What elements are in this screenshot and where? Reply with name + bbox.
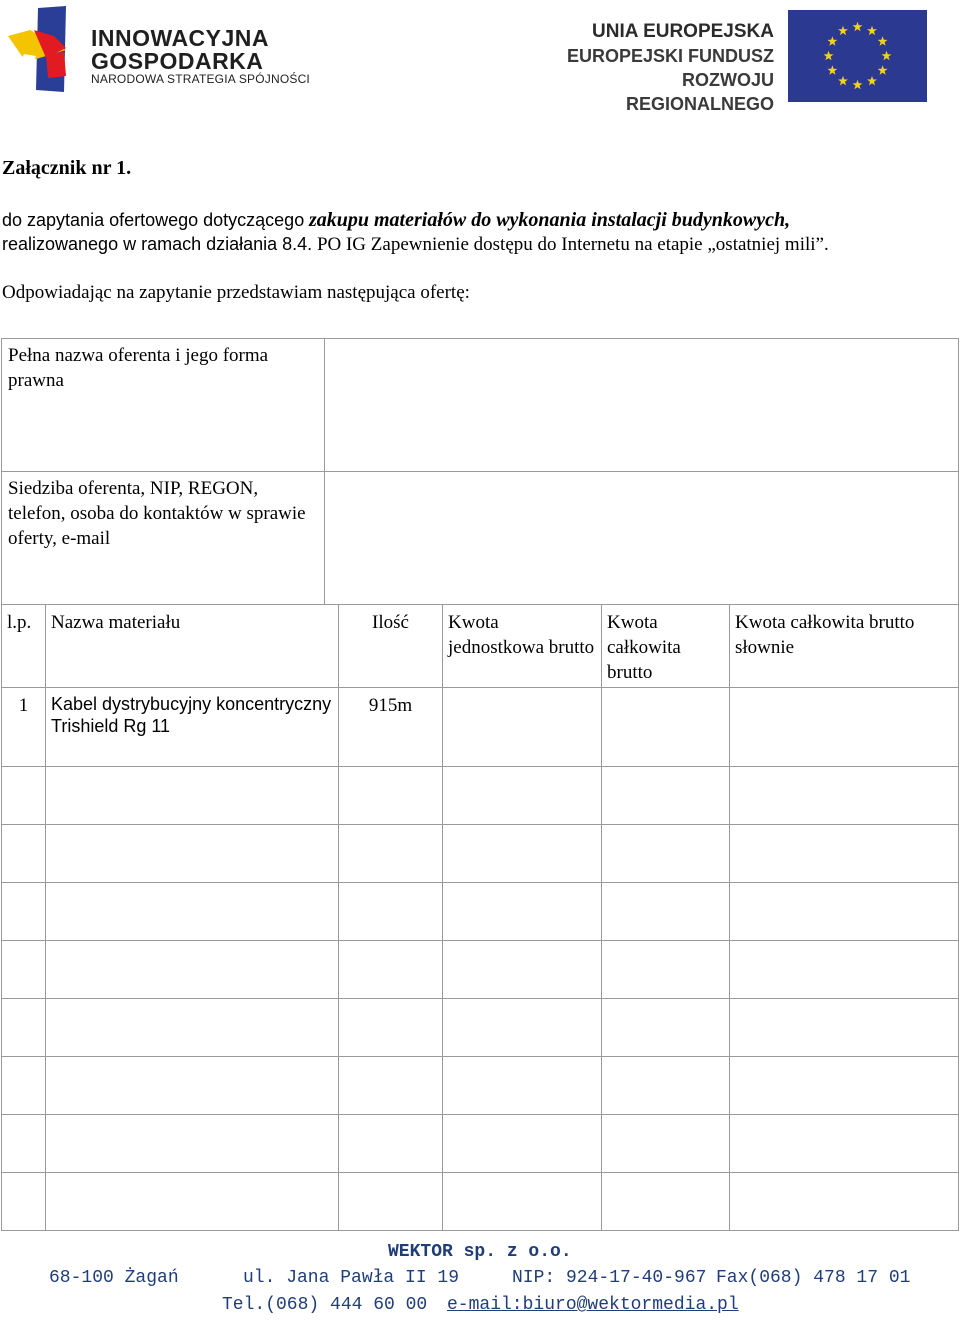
row-total[interactable] — [602, 688, 730, 767]
eu-line-2: EUROPEJSKI FUNDUSZ — [566, 46, 774, 66]
eu-fund-logo-text — [530, 20, 774, 116]
footer-email-link[interactable]: e-mail:biuro@wektormedia.pl — [447, 1295, 739, 1315]
footer-fax: Fax(068) 478 17 01 — [716, 1268, 911, 1288]
offer-intro: Odpowiadając na zapytanie przedstawiam następująca ofertę: — [2, 282, 470, 303]
empty-cell[interactable] — [46, 1173, 339, 1231]
empty-cell[interactable] — [602, 767, 730, 825]
empty-cell[interactable] — [46, 941, 339, 999]
empty-cell[interactable] — [443, 767, 602, 825]
table-row-empty — [2, 999, 959, 1057]
empty-cell[interactable] — [2, 999, 46, 1057]
empty-cell[interactable] — [730, 941, 959, 999]
bidder-address-row — [2, 472, 959, 605]
attachment-title: Załącznik nr 1. — [2, 157, 132, 179]
empty-cell[interactable] — [602, 825, 730, 883]
row-unit-price[interactable] — [443, 688, 602, 767]
empty-cell[interactable] — [443, 825, 602, 883]
table-row-empty — [2, 883, 959, 941]
logo-text-strategia: NARODOWA STRATEGIA SPÓJNOŚCI — [91, 72, 310, 86]
table-row-empty — [2, 825, 959, 883]
bidder-name-field[interactable] — [325, 339, 959, 472]
bidder-name-row — [2, 339, 959, 472]
footer-city: 68-100 Żagań — [49, 1268, 179, 1288]
empty-cell[interactable] — [730, 767, 959, 825]
bidder-name-label: Pełna nazwa oferenta i jego forma prawna — [2, 339, 325, 472]
empty-cell[interactable] — [602, 999, 730, 1057]
innowacyjna-gospodarka-logo — [6, 6, 316, 98]
innowacyjna-gospodarka-emblem-icon — [6, 6, 86, 94]
empty-cell[interactable] — [339, 941, 443, 999]
empty-cell[interactable] — [730, 825, 959, 883]
subject-text: zakupu materiałów do wykonania instalacji budynkowych, — [308, 209, 791, 231]
empty-cell[interactable] — [46, 825, 339, 883]
empty-cell[interactable] — [602, 941, 730, 999]
empty-cell[interactable] — [339, 1115, 443, 1173]
empty-cell[interactable] — [2, 1115, 46, 1173]
empty-cell[interactable] — [443, 883, 602, 941]
logo-text-innowacyjna: INNOWACYJNA — [91, 25, 270, 51]
subject-prefix: do zapytania ofertowego dotyczącego — [2, 210, 305, 230]
empty-cell[interactable] — [339, 825, 443, 883]
header-total: Kwota całkowita brutto — [602, 605, 730, 688]
table-row-empty — [2, 1173, 959, 1231]
table-row-empty — [2, 767, 959, 825]
bidder-address-label: Siedziba oferenta, NIP, REGON, telefon, osoba do kontaktów w sprawie oferty, e-mail — [2, 472, 325, 605]
empty-cell[interactable] — [602, 883, 730, 941]
logo-text-gospodarka: GOSPODARKA — [91, 48, 264, 74]
empty-cell[interactable] — [2, 1057, 46, 1115]
table-row-empty — [2, 1115, 959, 1173]
program-prefix: realizowanego w ramach działania 8.4. — [2, 234, 313, 254]
empty-cell[interactable] — [602, 1173, 730, 1231]
eu-flag-icon — [788, 10, 927, 102]
empty-cell[interactable] — [46, 999, 339, 1057]
eu-line-1: UNIA EUROPEJSKA — [592, 21, 774, 42]
empty-cell[interactable] — [339, 767, 443, 825]
empty-cell[interactable] — [2, 1173, 46, 1231]
subject-line-2 — [2, 234, 829, 256]
empty-cell[interactable] — [46, 1115, 339, 1173]
material-table — [1, 604, 959, 1231]
table-row-empty — [2, 1057, 959, 1115]
empty-cell[interactable] — [2, 941, 46, 999]
footer-company: WEKTOR sp. z o.o. — [388, 1242, 572, 1262]
empty-cell[interactable] — [443, 941, 602, 999]
empty-cell[interactable] — [443, 1057, 602, 1115]
empty-cell[interactable] — [46, 1057, 339, 1115]
empty-cell[interactable] — [339, 883, 443, 941]
empty-cell[interactable] — [730, 999, 959, 1057]
empty-cell[interactable] — [2, 767, 46, 825]
header-lp: l.p. — [2, 605, 46, 688]
table-row — [2, 688, 959, 767]
material-table-header — [2, 605, 959, 688]
bidder-info-table — [1, 338, 959, 605]
footer-phone: Tel.(068) 444 60 00 — [222, 1295, 428, 1315]
footer-nip: NIP: 924-17-40-967 — [512, 1268, 707, 1288]
row-name: Kabel dystrybucyjny koncentryczny Trishield Rg 11 — [46, 688, 339, 767]
bidder-address-field[interactable] — [325, 472, 959, 605]
program-text: PO IG Zapewnienie dostępu do Internetu na etapie „ostatniej mili”. — [316, 234, 829, 255]
empty-cell[interactable] — [730, 1173, 959, 1231]
row-total-words[interactable] — [730, 688, 959, 767]
empty-cell[interactable] — [339, 1057, 443, 1115]
empty-cell[interactable] — [2, 883, 46, 941]
empty-cell[interactable] — [443, 1115, 602, 1173]
row-lp: 1 — [2, 688, 46, 767]
empty-cell[interactable] — [2, 825, 46, 883]
eu-line-3: ROZWOJU REGIONALNEGO — [625, 70, 774, 114]
header-qty: Ilość — [339, 605, 443, 688]
footer-street: ul. Jana Pawła II 19 — [243, 1268, 460, 1288]
subject-line-1 — [2, 209, 790, 232]
row-qty: 915m — [339, 688, 443, 767]
empty-cell[interactable] — [730, 1115, 959, 1173]
header-total-words: Kwota całkowita brutto słownie — [730, 605, 959, 688]
empty-cell[interactable] — [339, 1173, 443, 1231]
empty-cell[interactable] — [339, 999, 443, 1057]
empty-cell[interactable] — [730, 1057, 959, 1115]
empty-cell[interactable] — [443, 999, 602, 1057]
empty-cell[interactable] — [443, 1173, 602, 1231]
empty-cell[interactable] — [730, 883, 959, 941]
header-unit-price: Kwota jednostkowa brutto — [443, 605, 602, 688]
table-row-empty — [2, 941, 959, 999]
header-name: Nazwa materiału — [46, 605, 339, 688]
empty-cell[interactable] — [602, 1115, 730, 1173]
empty-cell[interactable] — [46, 767, 339, 825]
empty-cell[interactable] — [602, 1057, 730, 1115]
empty-cell[interactable] — [46, 883, 339, 941]
